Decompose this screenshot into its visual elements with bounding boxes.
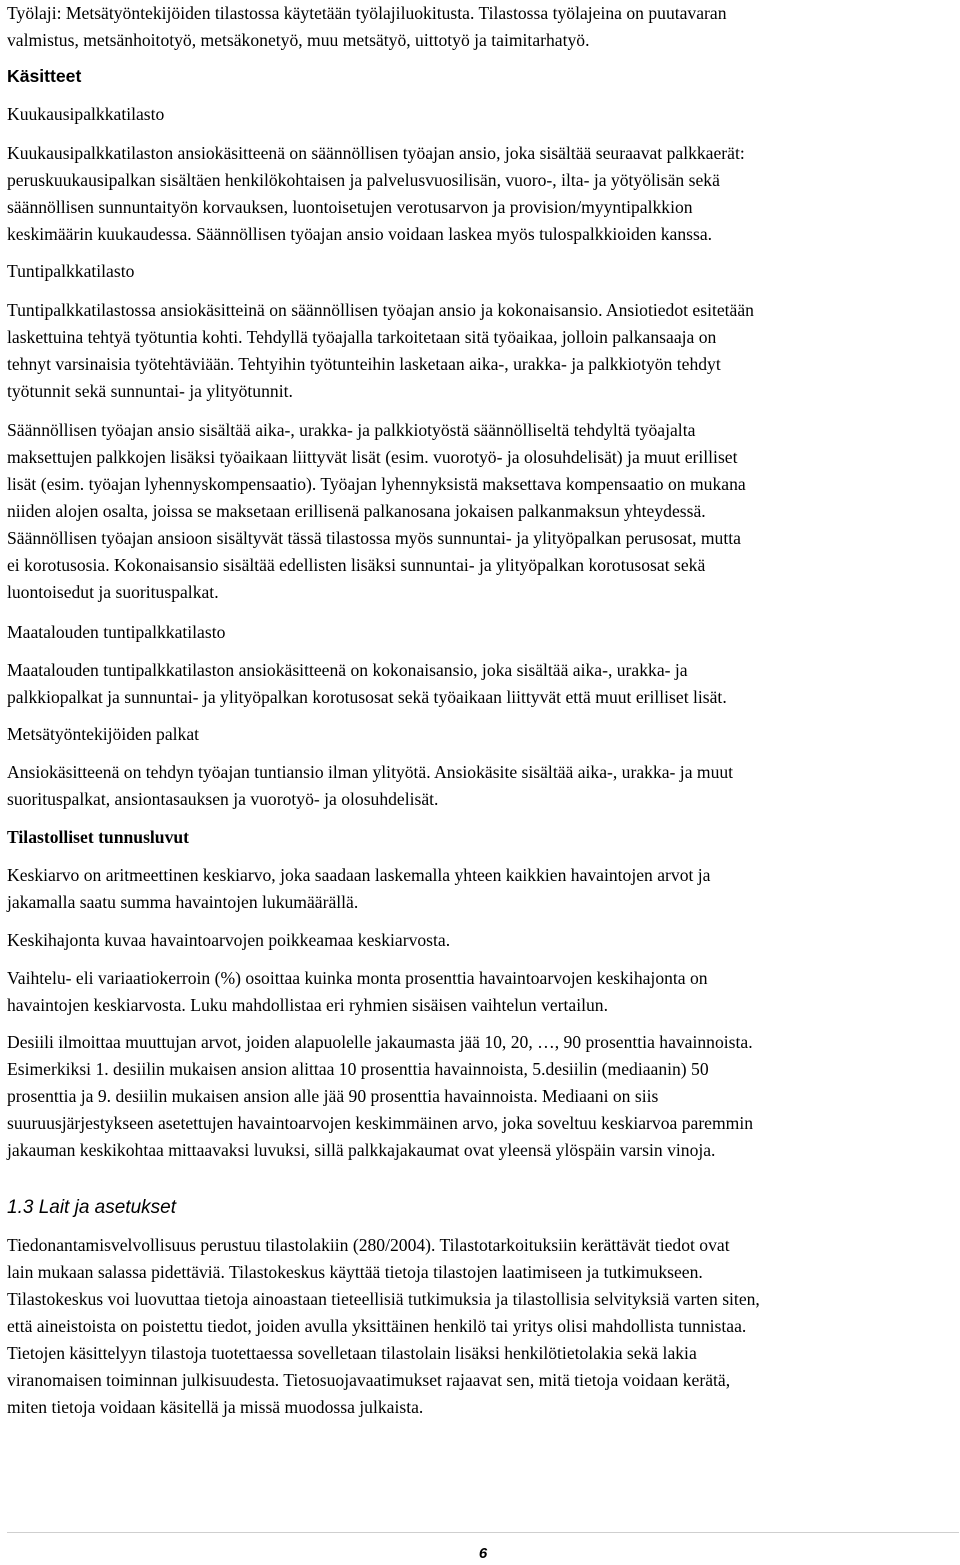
- text-line: ei korotusosia. Kokonaisansio sisältää edellisten lisäksi sunnuntai- ja ylityöpalkan korotusosat sekä: [7, 555, 706, 575]
- forest-heading: Metsätyöntekijöiden palkat: [7, 724, 200, 744]
- text-line: tehnyt varsinaisia työtehtäviään. Tehtyihin työtunteihin lasketaan aika-, urakka- ja palkkiotyön tehdyt: [7, 354, 721, 374]
- text-line: työtunnit sekä sunnuntai- ja ylityötunnit.: [7, 381, 293, 401]
- text-line: lisät (esim. työajan lyhennyskompensaatio). Työajan lyhennyksistä maksettava kompensaatio on mukana: [7, 474, 746, 494]
- text-line: Desiili ilmoittaa muuttujan arvot, joiden alapuolelle jakaumasta jää 10, 20, …, 90 prosenttia havainnoista.: [7, 1032, 753, 1052]
- text-line: Tiedonantamisvelvollisuus perustuu tilastolakiin (280/2004). Tilastotarkoituksiin kerättävät tiedot ovat: [7, 1235, 730, 1255]
- text-line: miten tietoja voidaan käsitellä ja missä muodossa julkaista.: [7, 1397, 424, 1417]
- forest-paragraph: [7, 759, 959, 813]
- text-line: Säännöllisen työajan ansioon sisältyvät tässä tilastossa myös sunnuntai- ja ylityöpalkan perusosat, mutta: [7, 528, 741, 548]
- text-line: havaintojen keskiarvosta. Luku mahdollistaa eri ryhmien sisäisen vaihtelun vertailun.: [7, 995, 608, 1015]
- text-line: Säännöllisen työajan ansio sisältää aika-, urakka- ja palkkiotyöstä säännölliseltä tehdyltä työajalta: [7, 420, 696, 440]
- monthly-paragraph: [7, 140, 959, 248]
- text-line: niiden alojen osalta, joissa se maksetaan erillisenä palkanosana jokaisen palkanmaksun yhteydessä.: [7, 501, 706, 521]
- text-line: luontoisedut ja suorituspalkat.: [7, 582, 219, 602]
- text-line: maksettujen palkkojen lisäksi työaikaan liittyvät lisät (esim. vuorotyö- ja olosuhdelisät) ja muut erilliset: [7, 447, 738, 467]
- mean-paragraph: [7, 862, 959, 916]
- section-heading: 1.3 Lait ja asetukset: [7, 1197, 176, 1218]
- laws-paragraph: [7, 1232, 959, 1421]
- text-line: että aineistoista on poistettu tiedot, joiden avulla yksittäinen henkilö tai yritys olisi mahdollista tunnistaa.: [7, 1316, 747, 1336]
- hourly-heading: Tuntipalkkatilasto: [7, 261, 135, 281]
- text-line: Työlaji: Metsätyöntekijöiden tilastossa käytetään työlajiluokitusta. Tilastossa työlajeina on puutavaran: [7, 3, 727, 23]
- text-line: Tietojen käsittelyyn tilastoja tuotettaessa sovelletaan tilastolain lisäksi henkilötietolakia sekä lakia: [7, 1343, 697, 1363]
- concepts-heading: Käsitteet: [7, 66, 82, 86]
- text-line: Tuntipalkkatilastossa ansiokäsitteinä on säännöllisen työajan ansio ja kokonaisansio. Ansiotiedot esitetään: [7, 300, 754, 320]
- text-line: Vaihtelu- eli variaatiokerroin (%) osoittaa kuinka monta prosenttia havaintoarvojen keskihajonta on: [7, 968, 708, 988]
- text-line: Kuukausipalkkatilaston ansiokäsitteenä on säännöllisen työajan ansio, joka sisältää seuraavat palkkaerät:: [7, 143, 745, 163]
- text-line: Maatalouden tuntipalkkatilaston ansiokäsitteenä on kokonaisansio, joka sisältää aika-, urakka- ja: [7, 660, 688, 680]
- cv-paragraph: [7, 965, 959, 1019]
- decile-paragraph: [7, 1029, 959, 1164]
- text-line: Tilastokeskus voi luovuttaa tietoja ainoastaan tieteellisiä tutkimuksia ja tilastollisia selvityksiä varten siten,: [7, 1289, 760, 1309]
- text-line: peruskuukausipalkan sisältäen henkilökohtaisen ja palvelusvuosilisän, vuoro-, ilta- ja yötyölisän sekä: [7, 170, 720, 190]
- text-line: Keskiarvo on aritmeettinen keskiarvo, joka saadaan laskemalla yhteen kaikkien havaintojen arvot ja: [7, 865, 711, 885]
- text-line: prosenttia ja 9. desiilin mukaisen ansion alle jää 90 prosenttia havainnoista. Mediaani on siis: [7, 1086, 659, 1106]
- text-line: palkkiopalkat ja sunnuntai- ja ylityöpalkan korotusosat sekä työaikaan liittyvät että muut erilliset lisät.: [7, 687, 727, 707]
- footer-divider: [7, 1532, 959, 1533]
- text-line: valmistus, metsänhoitotyö, metsäkonetyö, muu metsätyö, uittotyö ja taimitarhatyö.: [7, 30, 590, 50]
- text-line: laskettuina tehtyä työtuntia kohti. Tehdyllä työajalla tarkoitetaan sitä työaikaa, jolloin palkansaaja on: [7, 327, 717, 347]
- text-line: jakamalla saatu summa havaintojen lukumäärällä.: [7, 892, 359, 912]
- text-line: säännöllisen sunnuntaityön korvauksen, luontoisetujen verotusarvon ja provision/myyntipalkkion: [7, 197, 693, 217]
- page-number: 6: [478, 1545, 488, 1562]
- text-line: suuruusjärjestykseen asetettujen havaintoarvojen keskimmäinen arvo, joka soveltuu keskiarvoa paremmin: [7, 1113, 754, 1133]
- intro-paragraph: [7, 0, 959, 54]
- hourly-paragraph: [7, 297, 959, 405]
- agri-paragraph: [7, 657, 959, 711]
- agri-heading: Maatalouden tuntipalkkatilasto: [7, 622, 226, 642]
- text-line: suorituspalkat, ansiontasauksen ja vuorotyö- ja olosuhdelisät.: [7, 789, 439, 809]
- text-line: jakauman keskikohtaa mittaavaksi luvuksi, sillä palkkajakaumat ovat yleensä ylöspäin varsin vinoja.: [7, 1140, 716, 1160]
- text-line: lain mukaan salassa pidettäviä. Tilastokeskus käyttää tietoja tilastojen laatimiseen ja tutkimukseen.: [7, 1262, 703, 1282]
- text-line: keskimäärin kuukaudessa. Säännöllisen työajan ansio voidaan laskea myös tulospalkkioiden kanssa.: [7, 224, 713, 244]
- monthly-heading: Kuukausipalkkatilasto: [7, 104, 165, 124]
- stats-heading: Tilastolliset tunnusluvut: [7, 827, 190, 847]
- sd-paragraph: [7, 927, 959, 954]
- text-line: Keskihajonta kuvaa havaintoarvojen poikkeamaa keskiarvosta.: [7, 930, 451, 950]
- hourly-paragraph-2: [7, 417, 959, 606]
- text-line: viranomaisen toiminnan julkisuudesta. Tietosuojavaatimukset rajaavat sen, mitä tietoja voidaan kerätä,: [7, 1370, 731, 1390]
- text-line: Ansiokäsitteenä on tehdyn työajan tuntiansio ilman ylityötä. Ansiokäsite sisältää aika-, urakka- ja muut: [7, 762, 734, 782]
- text-line: Esimerkiksi 1. desiilin mukaisen ansion alittaa 10 prosenttia havainnoista, 5.desiilin (mediaanin) 50: [7, 1059, 709, 1079]
